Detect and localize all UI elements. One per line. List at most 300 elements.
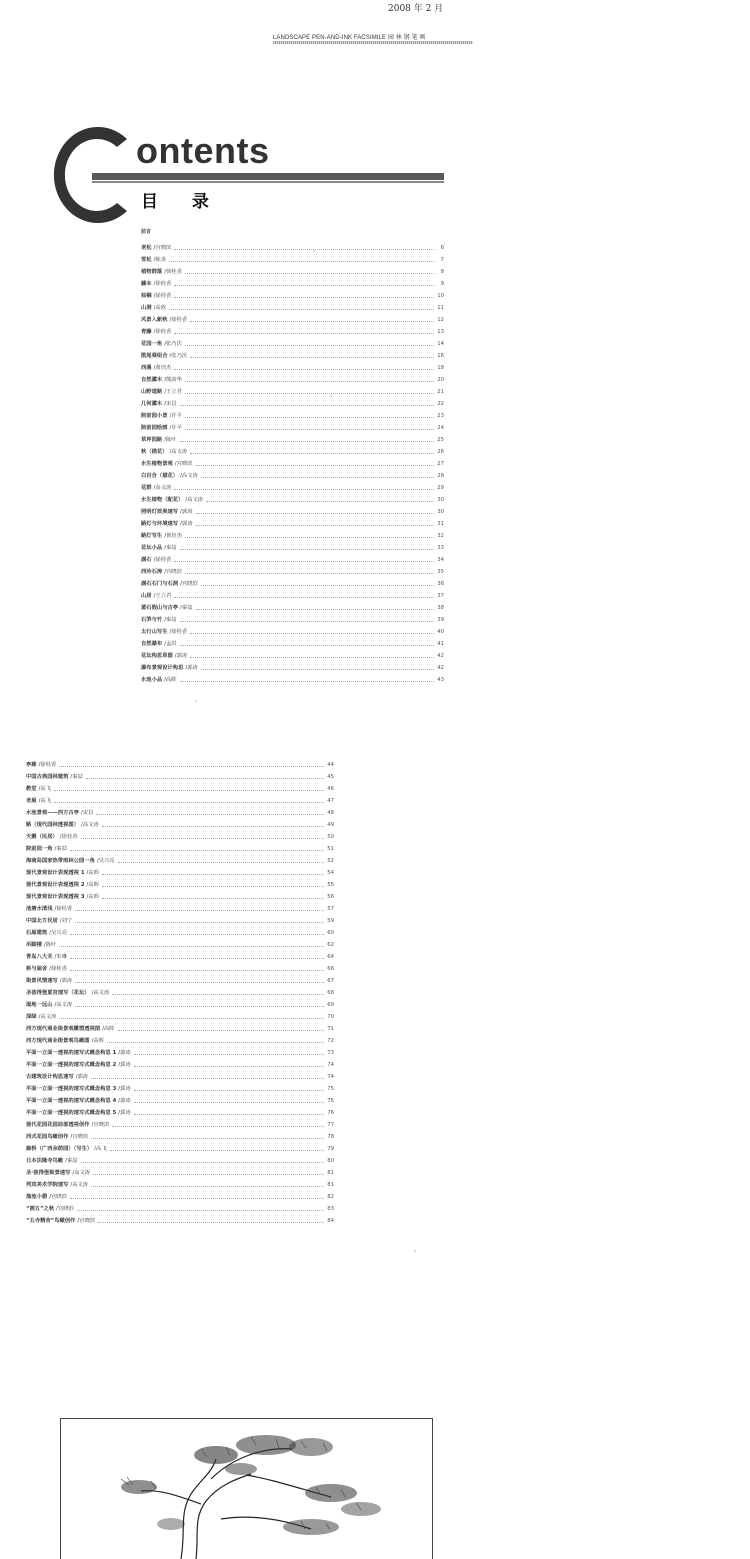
toc-entry-author: 高文涛 xyxy=(40,1014,57,1020)
toc-leader-dots xyxy=(190,633,434,634)
toc-entry-page: 84 xyxy=(327,1218,334,1224)
toc-entry[interactable] xyxy=(26,1009,334,1021)
toc-entry-title: 院前园小景 xyxy=(141,413,168,419)
toc-entry[interactable] xyxy=(26,853,334,865)
toc-entry-page: 54 xyxy=(327,870,334,876)
toc-entry-title: 湿地一远山 xyxy=(26,1002,53,1008)
toc-entry[interactable] xyxy=(141,504,444,516)
toc-entry[interactable] xyxy=(26,1129,334,1141)
toc-entry[interactable] xyxy=(141,480,444,492)
toc-entry-author: 王立君 xyxy=(155,593,172,599)
toc-entry-separator: / xyxy=(153,365,156,371)
toc-entry-author: 宫晓滨 xyxy=(166,569,182,575)
toc-entry[interactable] xyxy=(141,420,444,432)
toc-entry-title: 瀑布景观设计构思 xyxy=(141,665,184,671)
toc-entry-page: 13 xyxy=(437,329,444,335)
toc-entry[interactable] xyxy=(141,564,444,576)
toc-entry-author: 郭涛 xyxy=(120,1086,131,1092)
toc-entry[interactable] xyxy=(26,1069,334,1081)
toc-entry-author: 高欣 xyxy=(155,305,167,311)
toc-entry-author: 陈炎 xyxy=(155,257,167,263)
toc-entry-page: 35 xyxy=(437,569,444,575)
toc-entry-page: 57 xyxy=(327,906,334,912)
toc-entry-separator: / xyxy=(54,954,57,960)
toc-entry-separator: / xyxy=(86,870,89,876)
toc-leader-dots xyxy=(190,453,434,454)
toc-entry-author: 黄培杰 xyxy=(166,533,182,539)
toc-entry-author: 徐桂香 xyxy=(171,629,188,635)
toc-entry-title: 深绿 xyxy=(26,1014,37,1020)
toc-entry-author: 高晖 xyxy=(93,1038,104,1044)
toc-leader-dots xyxy=(169,309,434,310)
title-rule-thin xyxy=(92,181,444,183)
toc-leader-dots xyxy=(169,261,434,262)
toc-entry-author: 郭涛 xyxy=(77,1074,89,1080)
toc-entry-page: 7 xyxy=(440,257,444,263)
toc-entry-title: 植物群落 xyxy=(141,269,163,275)
toc-entry-author: 徐桂香 xyxy=(171,317,188,323)
toc-entry-separator: / xyxy=(86,882,89,888)
toc-entry[interactable] xyxy=(141,552,444,564)
toc-entry-page: 59 xyxy=(327,918,334,924)
toc-entry[interactable] xyxy=(141,348,444,360)
toc-entry-author: 宫晓滨 xyxy=(57,1206,74,1212)
toc-entry-page: 49 xyxy=(327,822,334,828)
toc-entry-page: 70 xyxy=(327,1014,334,1020)
toc-entry[interactable] xyxy=(141,648,444,660)
toc-entry-title: 日本法隆寺鸟瞰 xyxy=(26,1158,64,1164)
toc-entry-author: 高文涛 xyxy=(82,822,99,828)
toc-entry[interactable] xyxy=(141,240,444,252)
toc-entry[interactable] xyxy=(26,1189,334,1201)
toc-entry-author: 高晖 xyxy=(103,1026,115,1032)
toc-entry-title: 教堂 xyxy=(26,786,37,792)
toc-entry-page: 56 xyxy=(327,894,334,900)
toc-leader-dots xyxy=(180,441,434,442)
toc-entry-title: 路灯写生 xyxy=(141,533,163,539)
pine-tree-drawing xyxy=(61,1419,432,1559)
toc-entry-separator: / xyxy=(164,533,166,539)
toc-entry[interactable] xyxy=(141,336,444,348)
toc-entry[interactable] xyxy=(26,769,334,781)
toc-entry-title: 中国北方民居 xyxy=(26,918,58,924)
toc-entry-title: 中国古典园林建筑 xyxy=(26,774,69,780)
toc-leader-dots xyxy=(174,561,434,562)
toc-entry-separator: / xyxy=(70,774,73,780)
toc-entry-title: 现代景观设计表现透视 2 xyxy=(26,882,85,888)
paper-speck xyxy=(195,700,197,702)
toc-leader-dots xyxy=(180,549,434,550)
toc-entry-title: 草坪园路 xyxy=(141,437,163,443)
toc-leader-dots xyxy=(102,826,324,827)
toc-entry-separator: / xyxy=(180,509,182,515)
toc-entry-author: 宫晓滨 xyxy=(72,1134,89,1140)
toc-entry[interactable] xyxy=(141,516,444,528)
toc-entry[interactable] xyxy=(26,889,334,901)
toc-leader-dots xyxy=(102,874,324,875)
toc-entry-separator: / xyxy=(153,485,156,491)
toc-entry-title: 西方现代商业街景观鸟瞰图 xyxy=(26,1038,90,1044)
toc-entry-page: 80 xyxy=(327,1158,334,1164)
toc-entry-author: 宋昌 xyxy=(82,810,94,816)
toc-entry-separator: / xyxy=(49,966,51,972)
toc-leader-dots xyxy=(185,381,434,382)
toc-leader-dots xyxy=(201,477,434,478)
toc-entry-title: 吊脚楼 xyxy=(26,942,42,948)
toc-entry-separator: / xyxy=(164,617,166,623)
toc-entry[interactable] xyxy=(26,1201,334,1213)
toc-entry-separator: / xyxy=(59,834,62,840)
toc-entry[interactable] xyxy=(26,805,334,817)
toc-entry-page: 60 xyxy=(327,930,334,936)
running-header xyxy=(273,31,473,44)
toc-entry-separator: / xyxy=(174,461,177,467)
toc-entry[interactable] xyxy=(26,1045,334,1057)
toc-entry-separator: / xyxy=(185,497,188,503)
toc-entry-page: 52 xyxy=(327,858,334,864)
toc-entry[interactable] xyxy=(26,1153,334,1165)
toc-entry[interactable] xyxy=(141,384,444,396)
toc-entry[interactable] xyxy=(26,1177,334,1189)
toc-entry-separator: / xyxy=(54,906,57,912)
toc-entry-page: 76 xyxy=(327,1110,334,1116)
toc-entry[interactable] xyxy=(141,252,444,264)
toc-entry[interactable] xyxy=(141,264,444,276)
toc-entry-page: 22 xyxy=(437,401,444,407)
toc-entry[interactable] xyxy=(141,288,444,300)
toc-entry-page: 27 xyxy=(437,461,444,467)
pen-ink-illustration xyxy=(60,1418,433,1559)
toc-entry-title: 西溪 xyxy=(141,365,152,371)
toc-entry-author: 秦喆 xyxy=(166,545,177,551)
toc-entry-page: 23 xyxy=(437,413,444,419)
toc-leader-dots xyxy=(180,645,434,646)
toc-entry-author: 高文涛 xyxy=(155,485,172,491)
toc-leader-dots xyxy=(134,1066,324,1067)
toc-entry-page: 31 xyxy=(437,521,444,527)
toc-entry-page: 30 xyxy=(437,509,444,515)
toc-entry-page: 16 xyxy=(437,353,444,359)
toc-entry-separator: / xyxy=(80,822,83,828)
toc-entry-page: 68 xyxy=(327,990,334,996)
toc-entry-title: 山居 xyxy=(141,593,152,599)
toc-entry-separator: / xyxy=(75,1074,78,1080)
toc-entry[interactable] xyxy=(26,961,334,973)
toc-leader-dots xyxy=(112,994,324,995)
toc-entry-title: 平面一立面一透视的速写式概念构思 4 xyxy=(26,1098,117,1104)
toc-leader-dots xyxy=(206,501,434,502)
toc-entry-page: 11 xyxy=(437,305,444,311)
toc-entry-author: 高飞 xyxy=(40,786,52,792)
toc-entry[interactable] xyxy=(141,600,444,612)
toc-entry-author: 郭涛 xyxy=(181,509,193,515)
toc-entry[interactable] xyxy=(141,636,444,648)
toc-leader-dots xyxy=(185,345,434,346)
toc-entry[interactable] xyxy=(26,925,334,937)
toc-entry-author: 高飞 xyxy=(40,798,52,804)
toc-entry-title: 水生植物景观 xyxy=(141,461,173,467)
toc-entry[interactable] xyxy=(141,468,444,480)
toc-entry[interactable] xyxy=(26,1081,334,1093)
toc-leader-dots xyxy=(54,802,324,803)
paper-speck xyxy=(313,250,315,252)
toc-entry[interactable] xyxy=(26,1057,334,1069)
toc-entry[interactable] xyxy=(26,1165,334,1177)
toc-entry-page: 74 xyxy=(327,1062,334,1068)
toc-entry[interactable] xyxy=(26,1213,334,1225)
toc-entry[interactable] xyxy=(26,793,334,805)
toc-entry-page: 62 xyxy=(327,942,334,948)
toc-leader-dots xyxy=(77,1210,324,1211)
toc-entry-title: 渔池小憩 xyxy=(26,1194,48,1200)
toc-entry-author: 徐桂香 xyxy=(51,966,67,972)
toc-entry[interactable] xyxy=(141,492,444,504)
toc-entry-separator: / xyxy=(38,1014,41,1020)
toc-leader-dots xyxy=(174,297,434,298)
toc-entry-separator: / xyxy=(174,653,177,659)
toc-entry[interactable] xyxy=(141,672,444,684)
toc-entry-title: 亭廊 xyxy=(26,762,37,768)
toc-leader-dots xyxy=(185,393,434,394)
toc-entry-page: 55 xyxy=(327,882,334,888)
toc-entry-title: 平面一立面一透视的速写式概念构思 5 xyxy=(26,1110,117,1116)
toc-leader-dots xyxy=(118,862,324,863)
toc-entry-page: 9 xyxy=(440,281,444,287)
toc-entry[interactable] xyxy=(141,456,444,468)
toc-entry[interactable] xyxy=(141,312,444,324)
toc-entry-title: 路（现代园林透视图） xyxy=(26,822,79,828)
toc-entry-separator: / xyxy=(164,377,166,383)
toc-entry-page: 69 xyxy=(327,1002,334,1008)
toc-entry-title: 花园一角 xyxy=(141,341,163,347)
toc-entry-page: 44 xyxy=(327,762,334,768)
toc-entry[interactable] xyxy=(26,757,334,769)
toc-entry[interactable] xyxy=(26,973,334,985)
header-text: LANDSCAPE PEN-AND-INK FACSIMILE 园 林 钢 笔 画 xyxy=(273,35,426,41)
toc-entry[interactable] xyxy=(141,396,444,408)
toc-entry[interactable] xyxy=(26,877,334,889)
toc-entry-title: 照明灯效果速写 xyxy=(141,509,179,515)
toc-entry-page: 6 xyxy=(440,245,444,251)
toc-entry-title: “五寺精舍”鸟瞰创作 xyxy=(26,1218,76,1224)
toc-entry-page: 72 xyxy=(327,1038,334,1044)
toc-entry-separator: / xyxy=(118,1086,121,1092)
toc-entry-title: 藤本 xyxy=(141,281,152,287)
toc-entry[interactable] xyxy=(141,528,444,540)
toc-entry[interactable] xyxy=(141,444,444,456)
toc-entry-separator: / xyxy=(153,281,156,287)
toc-entry-title: 老屋 xyxy=(26,798,37,804)
toc-entry-title: 水池景观——西方古亭 xyxy=(26,810,79,816)
toc-entry[interactable] xyxy=(26,817,334,829)
toc-leader-dots xyxy=(91,1078,324,1079)
toc-entry[interactable] xyxy=(141,432,444,444)
toc-entry-title: 西式花园鸟瞰创作 xyxy=(26,1134,69,1140)
toc-entry[interactable] xyxy=(141,612,444,624)
toc-entry-page: 36 xyxy=(437,581,444,587)
toc-entry-title: 平面一立面一透视的速写式概念构思 3 xyxy=(26,1086,117,1092)
toc-entry-author: 高文涛 xyxy=(181,473,198,479)
toc-entry-title: 平面一立面一透视的速写式概念构思 1 xyxy=(26,1050,117,1056)
toc-entry-separator: / xyxy=(164,269,166,275)
toc-entry-separator: / xyxy=(164,437,166,443)
toc-entry-page: 42 xyxy=(437,653,444,659)
toc-leader-dots xyxy=(91,1186,324,1187)
toc-leader-dots xyxy=(75,982,324,983)
toc-entry-title: 石屋建筑 xyxy=(26,930,48,936)
toc-entry-separator: / xyxy=(77,1218,80,1224)
toc-entry-separator: / xyxy=(91,1038,94,1044)
toc-leader-dots xyxy=(70,850,324,851)
toc-entry-separator: / xyxy=(54,846,57,852)
toc-entry[interactable] xyxy=(141,360,444,372)
toc-entry[interactable] xyxy=(141,276,444,288)
toc-entry-title: 路灯与环境速写 xyxy=(141,521,179,527)
toc-entry[interactable] xyxy=(26,985,334,997)
toc-entry[interactable] xyxy=(141,408,444,420)
toc-entry-separator: / xyxy=(38,798,41,804)
toc-entry-author: 徐桂香 xyxy=(40,762,57,768)
toc-entry-author: 张乃沃 xyxy=(171,353,188,359)
toc-entry-author: 高文涛 xyxy=(187,497,204,503)
toc-entry-title: 湖石 xyxy=(141,557,152,563)
toc-entry-title: 花坛小品 xyxy=(141,545,163,551)
toc-entry[interactable] xyxy=(26,901,334,913)
toc-entry[interactable] xyxy=(26,1141,334,1153)
toc-leader-dots xyxy=(190,321,434,322)
toc-leader-dots xyxy=(75,1006,324,1007)
toc-entry[interactable] xyxy=(26,1093,334,1105)
toc-entry-page: 33 xyxy=(437,545,444,551)
toc-leader-dots xyxy=(201,669,434,670)
toc-entry[interactable] xyxy=(141,660,444,672)
toc-entry-separator: / xyxy=(118,1050,121,1056)
toc-entry[interactable] xyxy=(26,997,334,1009)
toc-entry-author: 郭涛 xyxy=(61,978,73,984)
toc-entry-separator: / xyxy=(65,1158,67,1164)
toc-entry-author: 许平 xyxy=(171,413,182,419)
toc-entry[interactable] xyxy=(26,1033,334,1045)
toc-entry-separator: / xyxy=(118,1110,121,1116)
toc-entry-separator: / xyxy=(153,245,156,251)
toc-entry-separator: / xyxy=(70,1182,73,1188)
toc-leader-dots xyxy=(112,1126,324,1127)
toc-entry-separator: / xyxy=(56,1206,58,1212)
toc-entry-separator: / xyxy=(96,858,99,864)
toc-entry-author: 黄培杰 xyxy=(155,365,172,371)
toc-entry[interactable] xyxy=(26,937,334,949)
toc-entry-separator: / xyxy=(38,762,41,768)
toc-entry-page: 77 xyxy=(327,1122,334,1128)
toc-entry-page: 32 xyxy=(437,533,444,539)
toc-leader-dots xyxy=(196,525,435,526)
toc-leader-dots xyxy=(134,1102,324,1103)
toc-entry[interactable] xyxy=(26,865,334,877)
toc-entry[interactable] xyxy=(26,1021,334,1033)
toc-entry-title: 白百合（描花） xyxy=(141,473,179,479)
toc-entry-separator: / xyxy=(180,473,182,479)
toc-entry-title: 西泠石涛 xyxy=(141,569,163,575)
toc-entry[interactable] xyxy=(26,841,334,853)
toc-leader-dots xyxy=(70,934,324,935)
toc-entry-author: 郭涛 xyxy=(120,1098,131,1104)
toc-entry[interactable] xyxy=(141,300,444,312)
toc-entry-title: 雪松 xyxy=(141,257,152,263)
toc-leader-dots xyxy=(134,1054,324,1055)
toc-entry-page: 67 xyxy=(327,978,334,984)
toc-entry-title: 自然瀑布 xyxy=(141,641,163,647)
toc-entry-title: 桥与屋舍 xyxy=(26,966,48,972)
toc-entry-page: 38 xyxy=(437,605,444,611)
toc-entry[interactable] xyxy=(141,624,444,636)
toc-entry-title: 圣彼得堡夏宫速写（花坛） xyxy=(26,990,90,996)
toc-entry-author: 高晖 xyxy=(166,677,177,683)
toc-entry-page: 71 xyxy=(327,1026,334,1032)
toc-entry[interactable] xyxy=(141,576,444,588)
toc-list-part2 xyxy=(26,757,334,1225)
toc-entry-author: 秦喆 xyxy=(166,617,177,623)
header-rule xyxy=(273,41,473,44)
toc-entry-page: 37 xyxy=(437,593,444,599)
toc-entry-page: 40 xyxy=(437,629,444,635)
toc-entry-separator: / xyxy=(153,329,156,335)
toc-entry-page: 81 xyxy=(327,1182,334,1188)
toc-entry-separator: / xyxy=(38,786,41,792)
toc-entry-author: 高文涛 xyxy=(72,1182,89,1188)
toc-entry-author: 宋昌 xyxy=(166,401,177,407)
toc-entry[interactable] xyxy=(26,1117,334,1129)
toc-entry-author: 陈叶 xyxy=(45,942,57,948)
toc-entry[interactable] xyxy=(26,949,334,961)
toc-entry-title: 黄石假山与古亭 xyxy=(141,605,179,611)
toc-entry-title: 廊桥（广西余荫园）（写生） xyxy=(26,1146,93,1152)
toc-entry-separator: / xyxy=(180,605,182,611)
toc-entry-title: “画五”之秋 xyxy=(26,1206,55,1212)
toc-leader-dots xyxy=(102,898,324,899)
toc-leader-dots xyxy=(185,573,434,574)
toc-entry-author: 王立君 xyxy=(166,389,182,395)
toc-entry-title: 池塘水清浅 xyxy=(26,906,53,912)
toc-entry[interactable] xyxy=(26,829,334,841)
toc-entry-title: 青藤 xyxy=(141,329,152,335)
toc-entry[interactable] xyxy=(141,540,444,552)
toc-entry[interactable] xyxy=(26,781,334,793)
toc-preface[interactable]: 前言 xyxy=(141,229,152,235)
toc-entry-page: 82 xyxy=(327,1194,334,1200)
toc-entry-separator: / xyxy=(102,1026,104,1032)
toc-entry-author: 孟洪 xyxy=(166,641,177,647)
toc-entry[interactable] xyxy=(26,913,334,925)
toc-entry-author: 宫晓滨 xyxy=(79,1218,96,1224)
toc-entry[interactable] xyxy=(26,1105,334,1117)
toc-entry-title: 花群 xyxy=(141,485,152,491)
toc-entry[interactable] xyxy=(141,588,444,600)
toc-entry-page: 8 xyxy=(440,269,444,275)
toc-entry-title: 西方现代商业街景观雕塑透视图 xyxy=(26,1026,101,1032)
toc-entry[interactable] xyxy=(141,324,444,336)
toc-leader-dots xyxy=(185,429,434,430)
toc-leader-dots xyxy=(118,1030,324,1031)
toc-entry[interactable] xyxy=(141,372,444,384)
toc-entry-separator: / xyxy=(59,918,62,924)
toc-leader-dots xyxy=(59,766,324,767)
toc-entry-page: 75 xyxy=(327,1086,334,1092)
toc-entry-separator: / xyxy=(185,665,188,671)
toc-entry-page: 28 xyxy=(437,473,444,479)
toc-entry-title: 湖石石门与石洞 xyxy=(141,581,179,587)
toc-entry-page: 26 xyxy=(437,449,444,455)
toc-entry-separator: / xyxy=(180,581,182,587)
